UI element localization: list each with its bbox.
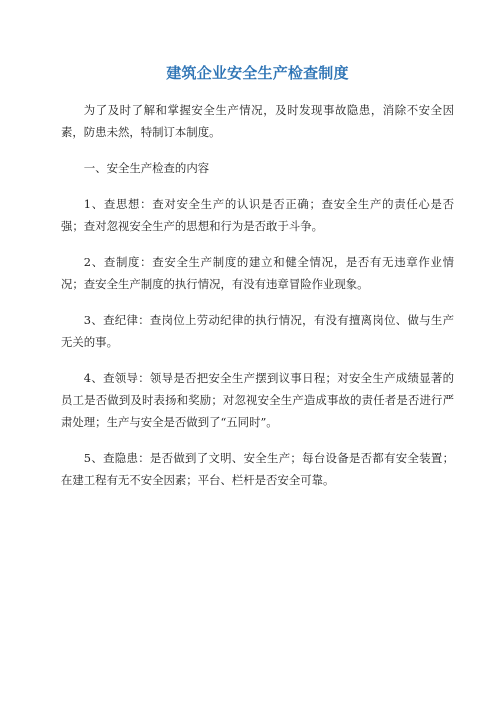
item-paragraph-5: 5、查隐患：是否做到了文明、安全生产；每台设备是否都有安全装置；在建工程有无不安全因素；平台、栏杆是否安全可靠。 [61, 451, 454, 487]
intro-paragraph: 为了及时了解和掌握安全生产情况，及时发现事故隐患，消除不安全因素，防患未然，特制订本制度。 [61, 103, 454, 139]
item-paragraph-1: 1、查思想：查对安全生产的认识是否正确；查安全生产的责任心是否强；查对忽视安全生产的思想和行为是否敢于斗争。 [61, 197, 454, 233]
item-paragraph-3: 3、查纪律：查岗位上劳动纪律的执行情况，有没有擅离岗位、做与生产无关的事。 [61, 313, 454, 349]
document-title: 建筑企业安全生产检查制度 [166, 64, 349, 82]
item-paragraph-2: 2、查制度：查安全生产制度的建立和健全情况，是否有无违章作业情况；查安全生产制度的执行情况，有没有违章冒险作业现象。 [61, 255, 454, 291]
section-heading: 一、安全生产检查的内容 [83, 161, 210, 175]
item-paragraph-4: 4、查领导：领导是否把安全生产摆到议事日程；对安全生产成绩显著的员工是否做到及时表扬和奖励；对忽视安全生产造成事故的责任者是否进行严肃处理；生产与安全是否做到了“五同时”。 [61, 371, 454, 429]
